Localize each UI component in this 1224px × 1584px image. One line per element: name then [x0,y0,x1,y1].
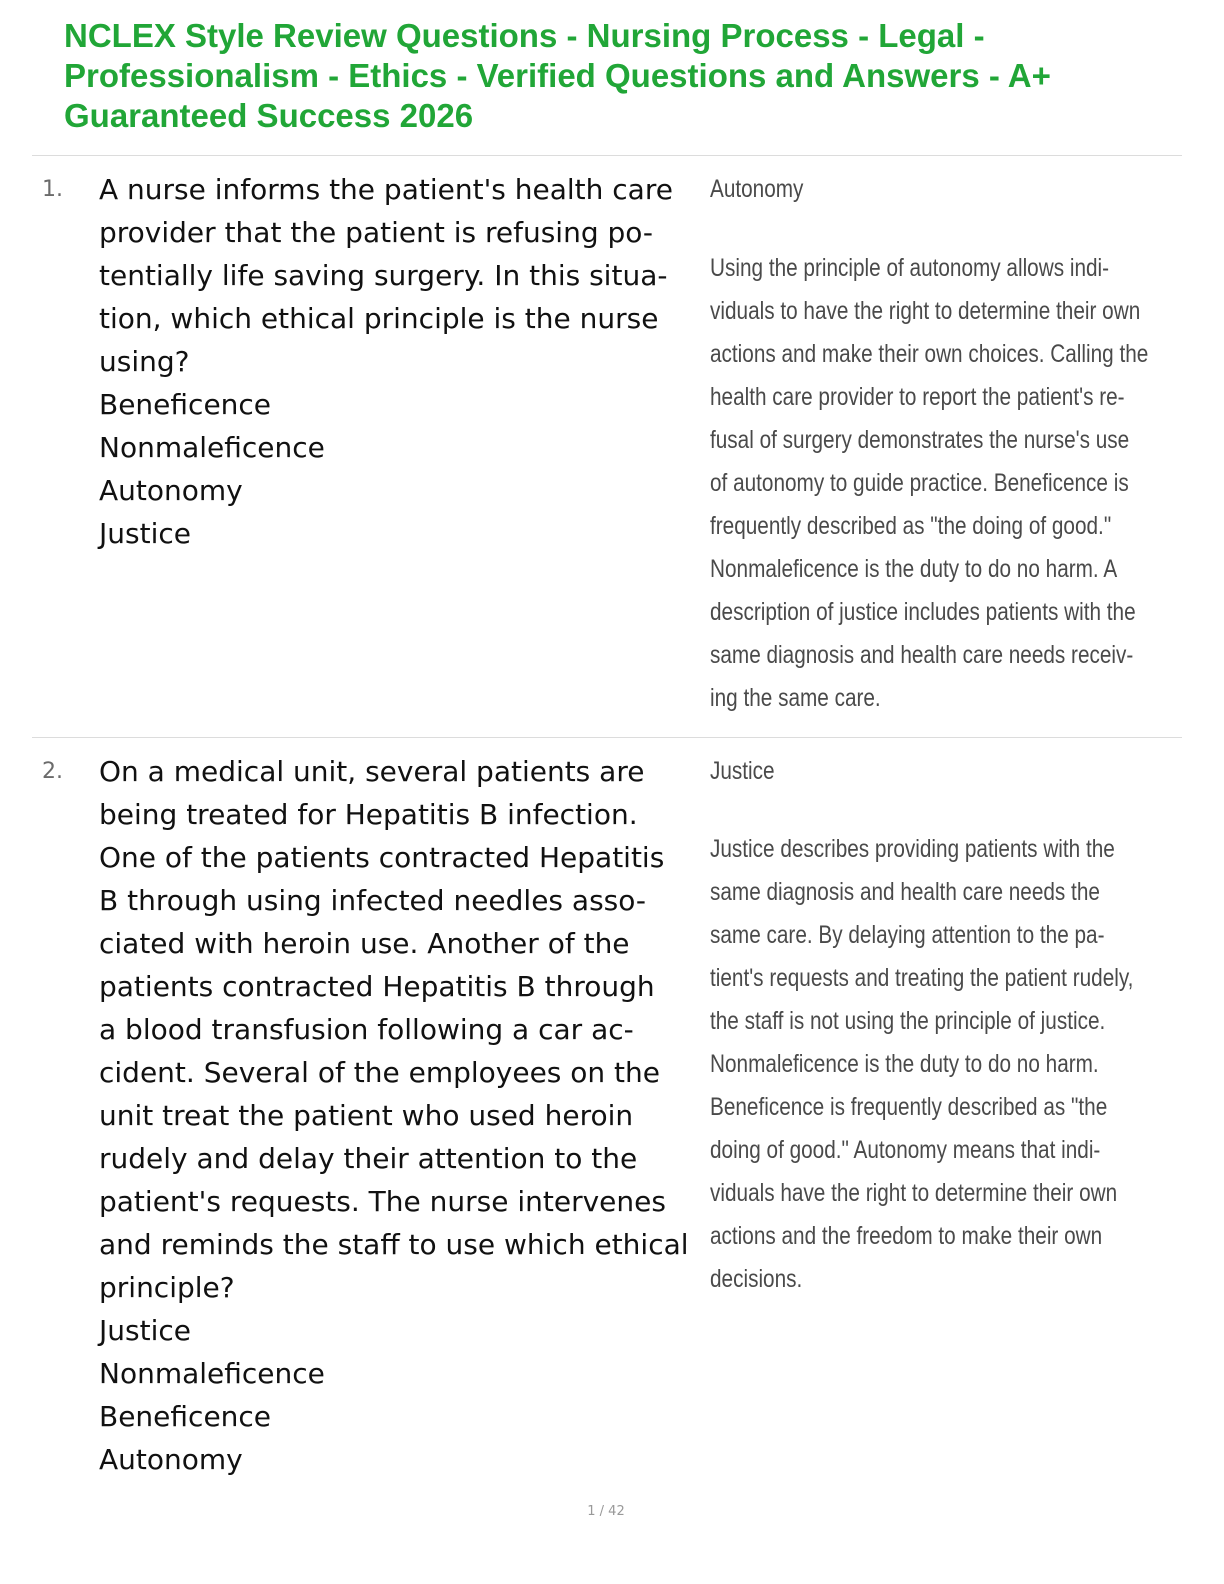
question-number: 1. [42,177,63,202]
answer-option: Autonomy [99,1443,243,1476]
explanation-line: ing the same care. [710,684,881,712]
explanation-line: frequently described as "the doing of good." [710,512,1112,540]
question-stem-line: and reminds the staff to use which ethical [99,1228,689,1261]
question-stem-line: cident. Several of the employees on the [99,1056,661,1089]
question-stem-line: ciated with heroin use. Another of the [99,927,630,960]
explanation-line: same diagnosis and health care needs receiv- [710,641,1134,669]
explanation-line: actions and the freedom to make their own [710,1222,1103,1250]
divider [32,737,1182,738]
document-title: NCLEX Style Review Questions - Nursing Process - Legal - Professionalism - Ethics - Verified Questions and Answers - A+ Guaranteed Success 2026 [64,17,1051,134]
question-stem-line: tion, which ethical principle is the nurse [99,302,659,335]
explanation-line: health care provider to report the patient's re- [710,383,1125,411]
answer-explanation [710,247,1148,720]
question-number: 2. [42,759,63,784]
explanation-line: description of justice includes patients with the [710,598,1136,626]
explanation-line: actions and make their own choices. Calling the [710,340,1149,368]
answer-option: Justice [99,517,191,550]
explanation-line: of autonomy to guide practice. Beneficence is [710,469,1129,497]
explanation-line: Nonmaleficence is the duty to do no harm. [710,1050,1099,1078]
question-block [99,168,699,555]
explanation-line: Justice describes providing patients with the [710,835,1115,863]
question-stem-line: patient's requests. The nurse intervenes [99,1185,666,1218]
explanation-line: viduals to have the right to determine their own [710,297,1141,325]
correct-answer: Autonomy [710,175,804,203]
explanation-line: Nonmaleficence is the duty to do no harm. A [710,555,1118,583]
question-stem-line: One of the patients contracted Hepatitis [99,841,665,874]
explanation-line: viduals have the right to determine their own [710,1179,1118,1207]
question-stem-line: On a medical unit, several patients are [99,755,645,788]
question-stem-line: rudely and delay their attention to the [99,1142,638,1175]
question-block [99,750,699,1481]
answer-option: Autonomy [99,474,243,507]
page-indicator: 1 / 42 [587,1504,625,1519]
answer-option: Nonmaleficence [99,1357,325,1390]
question-stem-line: B through using infected needles asso- [99,884,646,917]
explanation-line: Using the principle of autonomy allows indi- [710,254,1110,282]
question-stem-line: provider that the patient is refusing po- [99,216,654,249]
answer-option: Beneficence [99,1400,272,1433]
question-stem-line: principle? [99,1271,235,1304]
answer-option: Beneficence [99,388,272,421]
explanation-line: tient's requests and treating the patient rudely, [710,964,1134,992]
question-stem-line: a blood transfusion following a car ac- [99,1013,634,1046]
explanation-line: fusal of surgery demonstrates the nurse's use [710,426,1130,454]
question-stem-line: A nurse informs the patient's health care [99,173,673,206]
explanation-line: doing of good." Autonomy means that indi- [710,1136,1101,1164]
explanation-line: same care. By delaying attention to the pa- [710,921,1105,949]
answer-option: Justice [99,1314,191,1347]
explanation-line: Beneficence is frequently described as "the [710,1093,1108,1121]
divider [32,155,1182,156]
question-stem-line: being treated for Hepatitis B infection. [99,798,638,831]
question-stem-line: using? [99,345,190,378]
question-stem-line: unit treat the patient who used heroin [99,1099,634,1132]
explanation-line: the staff is not using the principle of justice. [710,1007,1106,1035]
question-stem-line: patients contracted Hepatitis B through [99,970,655,1003]
question-stem-line: tentially life saving surgery. In this situa- [99,259,668,292]
answer-explanation [710,828,1133,1301]
correct-answer: Justice [710,757,775,785]
answer-option: Nonmaleficence [99,431,325,464]
explanation-line: same diagnosis and health care needs the [710,878,1100,906]
explanation-line: decisions. [710,1265,803,1293]
